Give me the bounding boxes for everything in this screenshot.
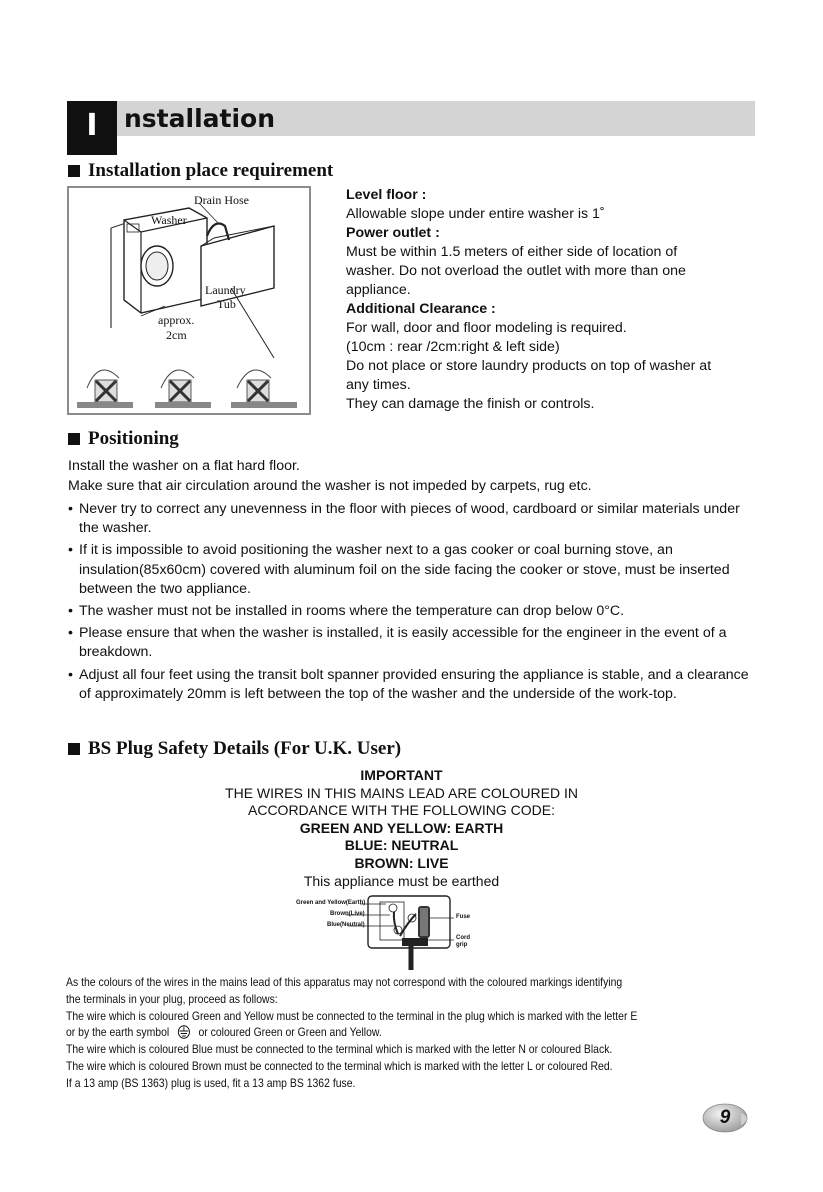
- fine-line-1: As the colours of the wires in the mains lead of this apparatus may not correspond with the coloured markings identifying: [66, 976, 623, 989]
- bullet-item: • Adjust all four feet using the transit bolt spanner provided ensuring the appliance is stable, and a clearance of approximately 20mm is left between the top of the washer and the underside of the work-top.: [68, 666, 749, 702]
- fine-line-7: If a 13 amp (BS 1363) plug is used, fit a 13 amp BS 1362 fuse.: [66, 1076, 356, 1090]
- grip-label: grip: [456, 942, 468, 948]
- live-code: BROWN: LIVE: [354, 854, 449, 871]
- fine-line-4b: or coloured Green or Green and Yellow.: [198, 1026, 382, 1040]
- bullet-text: The washer must not be installed in rooms where the temperature can drop below 0°C.: [79, 603, 625, 620]
- cord-label: Cord: [456, 935, 470, 941]
- title-initial: I: [67, 101, 117, 155]
- clearance-heading: Additional Clearance :: [346, 301, 496, 317]
- fuse-label: Fuse: [456, 914, 471, 920]
- earth-symbol-icon: [176, 1025, 192, 1039]
- clearance-text-1: For wall, door and floor modeling is required.: [346, 320, 627, 336]
- level-floor-heading: Level floor :: [346, 187, 427, 203]
- square-bullet-icon: [68, 165, 80, 177]
- square-bullet-icon: [68, 433, 80, 445]
- earth-code: GREEN AND YELLOW: EARTH: [299, 819, 504, 836]
- prohibited-cross-icon: [77, 370, 133, 410]
- power-outlet-heading: Power outlet :: [346, 225, 440, 241]
- page-title: nstallation: [124, 104, 276, 133]
- cord-grip-label: [456, 935, 470, 949]
- fine-line-6: The wire which is coloured Brown must be connected to the terminal which is marked with the letter L or coloured Red.: [66, 1059, 613, 1073]
- positioning-bullets: [68, 500, 758, 707]
- bullet-text: If it is impossible to avoid positioning the washer next to a gas cooker or coal burning stove, an insulation(85x60cm) covered with aluminum foil on the side facing the cooker or stove, must be inserted between the two appliance.: [79, 542, 730, 597]
- page-number: 9: [719, 1107, 731, 1128]
- bullet-text: Never try to correct any unevenness in the floor with pieces of wood, cardboard or similar materials under the washer.: [79, 501, 740, 537]
- brown-label: Brown(Live): [330, 911, 365, 917]
- washer-label: Washer: [151, 213, 187, 227]
- important-block: [190, 767, 613, 890]
- important-line-2: ACCORDANCE WITH THE FOLLOWING CODE:: [248, 802, 555, 819]
- clearance-text-5: They can damage the finish or controls.: [346, 396, 595, 412]
- washer-illustration: [69, 188, 309, 413]
- fine-print: [66, 975, 823, 1093]
- square-bullet-icon: [68, 743, 80, 755]
- important-line-1: THE WIRES IN THIS MAINS LEAD ARE COLOURED IN: [225, 784, 578, 801]
- section-heading-text: Installation place requirement: [88, 160, 334, 181]
- power-outlet-text-2: washer. Do not overload the outlet with more than one: [346, 263, 686, 279]
- bullet-item: • If it is impossible to avoid positioning the washer next to a gas cooker or coal burning stove, an insulation(85x60cm) covered with aluminum foil on the side facing the cooker or stove, must be inserted between the two appliance.: [68, 542, 730, 597]
- section-heading-place: [68, 160, 333, 182]
- fine-line-2: the terminals in your plug, proceed as follows:: [66, 992, 278, 1006]
- section-heading-positioning: [68, 428, 179, 450]
- clearance-text-4: any times.: [346, 377, 411, 393]
- requirements-text: [346, 186, 711, 414]
- installation-figure: [67, 186, 311, 415]
- power-outlet-text-3: appliance.: [346, 282, 411, 298]
- approx-label: approx.: [158, 313, 195, 327]
- green-yellow-label: Green and Yellow(Earth): [296, 900, 366, 906]
- important-heading: IMPORTANT: [360, 767, 443, 783]
- bullet-item: • Please ensure that when the washer is installed, it is easily accessible for the engineer in the event of a breakdown.: [68, 625, 727, 661]
- laundry-label: Laundry: [205, 283, 246, 297]
- positioning-intro-1: Install the washer on a flat hard floor.: [68, 458, 300, 474]
- tub-label: Tub: [217, 297, 236, 311]
- level-floor-text: Allowable slope under entire washer is 1˚: [346, 206, 605, 222]
- fine-line-5: The wire which is coloured Blue must be connected to the terminal which is marked with the letter N or coloured Black.: [66, 1043, 613, 1057]
- section-heading-text: Positioning: [88, 428, 179, 449]
- positioning-intro-2: Make sure that air circulation around the washer is not impeded by carpets, rug etc.: [68, 478, 592, 494]
- bullet-text: Please ensure that when the washer is installed, it is easily accessible for the engineer in the event of a breakdown.: [79, 625, 727, 661]
- blue-label: Blue(Neutral): [327, 922, 365, 928]
- earthed-note: This appliance must be earthed: [303, 872, 500, 889]
- power-outlet-text-1: Must be within 1.5 meters of either side of location of: [346, 244, 678, 260]
- clearance-text-3: Do not place or store laundry products on top of washer at: [346, 358, 712, 374]
- fine-line-3: The wire which is coloured Green and Yellow must be connected to the terminal in the plug which is marked with the letter E: [66, 1009, 638, 1023]
- fine-line-4a: or by the earth symbol: [66, 1026, 170, 1040]
- clearance-text-2: (10cm : rear /2cm:right & left side): [346, 339, 560, 355]
- bullet-text: Adjust all four feet using the transit bolt spanner provided ensuring the appliance is stable, and a clearance of approximately 20mm is left between the top of the washer and the underside of the work-top.: [79, 666, 749, 702]
- fine-line-4: [66, 1025, 750, 1042]
- bullet-item: • The washer must not be installed in rooms where the temperature can drop below 0°C.: [68, 603, 625, 620]
- section-heading-text: BS Plug Safety Details (For U.K. User): [88, 738, 402, 759]
- gap-label: 2cm: [166, 328, 187, 342]
- section-heading-plug: [68, 738, 401, 760]
- drain-hose-label: Drain Hose: [194, 193, 249, 207]
- bullet-item: • Never try to correct any unevenness in the floor with pieces of wood, cardboard or similar materials under the washer.: [68, 501, 740, 537]
- neutral-code: BLUE: NEUTRAL: [344, 837, 459, 854]
